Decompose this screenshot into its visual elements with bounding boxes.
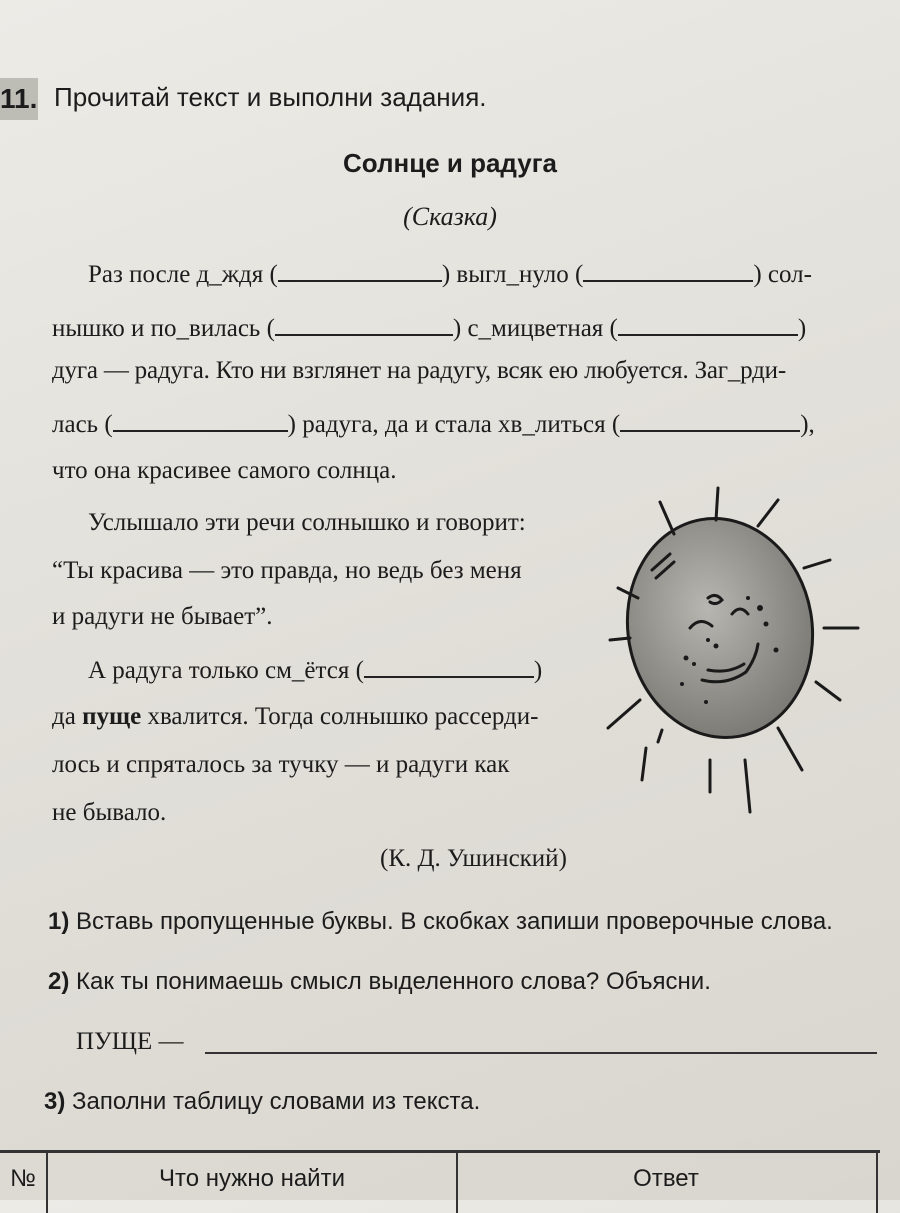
answer-blank[interactable] — [364, 654, 534, 678]
highlighted-word: пуще — [82, 703, 142, 730]
story-genre: (Сказка) — [403, 202, 497, 231]
question-2: 2) Как ты понимаешь смысл выделенного слова? Объясни. — [48, 968, 711, 995]
answer-blank[interactable] — [618, 312, 798, 336]
answer-line[interactable] — [205, 1052, 877, 1054]
story-line-7: “Ты красива — это правда, но ведь без меня — [52, 557, 522, 584]
task-number: 11. — [0, 78, 38, 120]
story-title: Солнце и радуга — [342, 148, 558, 178]
story-line-5: что она красивее самого солнца. — [52, 457, 397, 484]
story-line-11: лось и спряталось за тучку — и радуги как — [52, 751, 510, 778]
story-line-9: А радуга только см_ётся ( ) — [88, 654, 542, 686]
story-line-2: нышко и по_вилась ( ) с_мицветная ( ) — [52, 312, 806, 344]
question-3: 3) Заполни таблицу словами из текста. — [44, 1088, 481, 1115]
answer-blank[interactable] — [583, 258, 753, 282]
answer-blank[interactable] — [113, 408, 288, 432]
answer-blank[interactable] — [278, 258, 442, 282]
question-1: 1) Вставь пропущенные буквы. В скобках запиши проверочные слова. — [48, 908, 833, 935]
table-header-answer: Ответ — [633, 1165, 699, 1192]
smiling-sun-drawing-icon — [590, 480, 870, 820]
table-header-what: Что нужно найти — [159, 1165, 345, 1192]
answer-table — [0, 1150, 880, 1213]
story-line-4: лась ( ) радуга, да и стала хв_литься ( ), — [52, 408, 815, 440]
answer-blank[interactable] — [620, 408, 800, 432]
table-header-number: № — [10, 1165, 36, 1192]
story-line-1: Раз после д_ждя ( ) выгл_нуло ( ) сол- — [88, 258, 812, 290]
story-author: (К. Д. Ушинский) — [380, 845, 567, 872]
story-line-6: Услышало эти речи солнышко и говорит: — [88, 509, 526, 536]
task-instruction: Прочитай текст и выполни задания. — [54, 82, 487, 112]
story-line-8: и радуги не бывает”. — [52, 603, 273, 630]
story-line-12: не бывало. — [52, 799, 167, 826]
story-line-10: да пуще хвалится. Тогда солнышко рассерди- — [52, 703, 539, 730]
answer-prompt: ПУЩЕ — — [76, 1028, 184, 1055]
story-line-3: дуга — радуга. Кто ни взглянет на радугу, всяк ею любуется. Заг_рди- — [52, 357, 786, 384]
answer-blank[interactable] — [275, 312, 453, 336]
